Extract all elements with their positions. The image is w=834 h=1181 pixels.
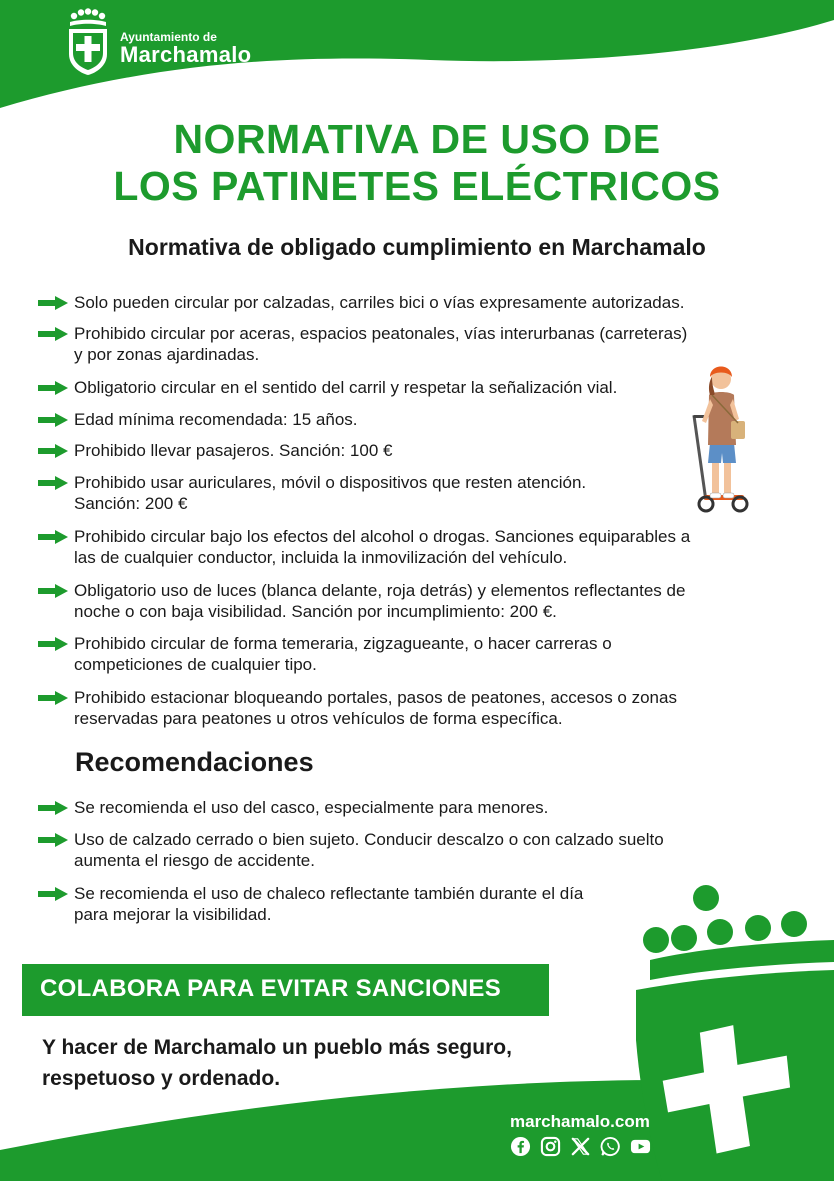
rule-text: Prohibido usar auriculares, móvil o dispositivos que resten atención. Sanción: 200 € xyxy=(74,473,587,513)
rule-text: Solo pueden circular por calzadas, carriles bici o vías expresamente autorizadas. xyxy=(74,293,685,312)
closing-message: Y hacer de Marchamalo un pueblo más seguro, respetuoso y ordenado. xyxy=(42,1036,512,1090)
page-subtitle: Normativa de obligado cumplimiento en Marchamalo xyxy=(128,234,706,260)
x-icon[interactable] xyxy=(570,1136,591,1157)
org-name-label: Marchamalo xyxy=(120,42,252,67)
list-item xyxy=(38,472,586,514)
whatsapp-icon[interactable] xyxy=(600,1136,621,1157)
list-item xyxy=(38,377,617,398)
arrow-right-icon xyxy=(38,476,68,490)
arrow-right-icon xyxy=(38,327,68,341)
rule-text: Prohibido llevar pasajeros. Sanción: 100 € xyxy=(74,441,393,460)
org-small-label: Ayuntamiento de xyxy=(120,30,217,44)
arrow-right-icon xyxy=(38,833,68,847)
rule-text: Prohibido circular por aceras, espacios peatonales, vías interurbanas (carreteras) y por zonas ajardinadas. xyxy=(74,324,688,364)
recommendation-text: Uso de calzado cerrado o bien sujeto. Conducir descalzo o con calzado suelto aumenta el riesgo de accidente. xyxy=(74,830,664,870)
arrow-right-icon xyxy=(38,444,68,458)
arrow-right-icon xyxy=(38,413,68,427)
social-links xyxy=(510,1136,651,1157)
list-item xyxy=(38,440,392,461)
list-item xyxy=(38,580,685,622)
arrow-right-icon xyxy=(38,887,68,901)
arrow-right-icon xyxy=(38,637,68,651)
rule-text: Prohibido circular de forma temeraria, zigzagueante, o hacer carreras o competiciones de cualquier tipo. xyxy=(74,634,612,674)
rule-text: Edad mínima recomendada: 15 años. xyxy=(74,410,358,429)
website-link[interactable]: marchamalo.com xyxy=(510,1112,650,1131)
arrow-right-icon xyxy=(38,381,68,395)
recommendation-text: Se recomienda el uso del casco, especialmente para menores. xyxy=(74,798,549,817)
youtube-icon[interactable] xyxy=(630,1136,651,1157)
recommendation-text: Se recomienda el uso de chaleco reflectante también durante el día para mejorar la visibilidad. xyxy=(74,884,584,924)
rule-text: Prohibido circular bajo los efectos del alcohol o drogas. Sanciones equiparables a las de cualquier conductor, incluida la inmovilización del vehículo. xyxy=(74,527,691,567)
coat-of-arms-icon xyxy=(622,880,834,1181)
recommendations-title: Recomendaciones xyxy=(75,747,314,777)
call-to-action-banner xyxy=(22,964,549,1016)
list-item xyxy=(38,883,583,925)
list-item xyxy=(38,409,358,430)
arrow-right-icon xyxy=(38,530,68,544)
arrow-right-icon xyxy=(38,801,68,815)
title-line-2: LOS PATINETES ELÉCTRICOS xyxy=(113,163,721,209)
list-item xyxy=(38,687,677,729)
marchamalo-logo-icon xyxy=(66,8,110,76)
girl-on-scooter-illustration xyxy=(690,355,752,515)
rule-text: Obligatorio uso de luces (blanca delante, roja detrás) y elementos reflectantes de noche o con baja visibilidad. Sanción por incumplimiento: 200 €. xyxy=(74,581,686,621)
list-item xyxy=(38,526,690,568)
rule-text: Obligatorio circular en el sentido del carril y respetar la señalización vial. xyxy=(74,378,618,397)
arrow-right-icon xyxy=(38,691,68,705)
list-item xyxy=(38,829,664,871)
page-title xyxy=(0,116,834,210)
list-item xyxy=(38,633,612,675)
facebook-icon[interactable] xyxy=(510,1136,531,1157)
list-item xyxy=(38,323,687,365)
arrow-right-icon xyxy=(38,584,68,598)
banner-text: COLABORA PARA EVITAR SANCIONES xyxy=(40,975,502,1002)
title-line-1: NORMATIVA DE USO DE xyxy=(173,116,661,162)
arrow-right-icon xyxy=(38,296,68,310)
instagram-icon[interactable] xyxy=(540,1136,561,1157)
list-item xyxy=(38,292,684,313)
rule-text: Prohibido estacionar bloqueando portales, pasos de peatones, accesos o zonas reservadas para peatones u otros vehículos de forma específica. xyxy=(74,688,677,728)
list-item xyxy=(38,797,548,818)
